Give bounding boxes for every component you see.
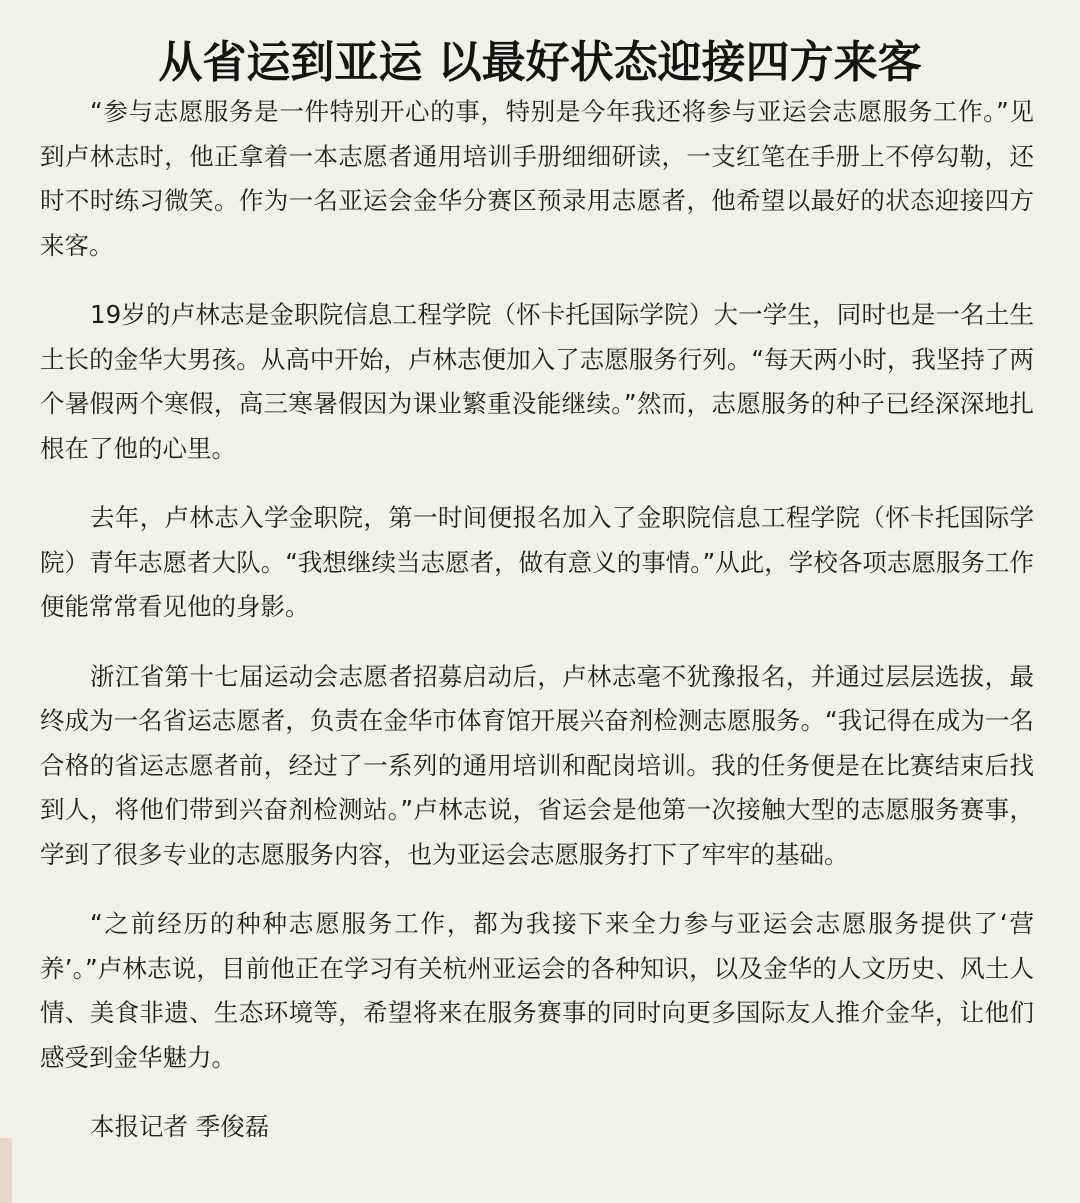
article-paragraph: 去年，卢林志入学金职院，第一时间便报名加入了金职院信息工程学院（怀卡托国际学院）青年志愿者大队。“我想继续当志愿者，做有意义的事情。”从此，学校各项志愿服务工作便能常常看见他的身影。 [40, 503, 1034, 621]
article-body [40, 90, 1034, 1149]
article-paragraph: 19岁的卢林志是金职院信息工程学院（怀卡托国际学院）大一学生，同时也是一名土生土长的金华大男孩。从高中开始，卢林志便加入了志愿服务行列。“每天两小时，我坚持了两个暑假两个寒假，高三寒暑假因为课业繁重没能继续。”然而，志愿服务的种子已经深深地扎根在了他的心里。 [40, 300, 1034, 463]
article-paragraph: 浙江省第十七届运动会志愿者招募启动后，卢林志毫不犹豫报名，并通过层层选拔，最终成为一名省运志愿者，负责在金华市体育馆开展兴奋剂检测志愿服务。“我记得在成为一名合格的省运志愿者前，经过了一系列的通用培训和配岗培训。我的任务便是在比赛结束后找到人，将他们带到兴奋剂检测站。”卢林志说，省运会是他第一次接触大型的志愿服务赛事，学到了很多专业的志愿服务内容，也为亚运会志愿服务打下了牢牢的基础。 [40, 661, 1034, 869]
reporter-byline: 本报记者 季俊磊 [90, 1112, 270, 1141]
article-paragraph: “参与志愿服务是一件特别开心的事，特别是今年我还将参与亚运会志愿服务工作。”见到卢林志时，他正拿着一本志愿者通用培训手册细细研读，一支红笔在手册上不停勾勒，还时不时练习微笑。作为一名亚运会金华分赛区预录用志愿者，他希望以最好的状态迎接四方来客。 [40, 97, 1034, 260]
article-title: 从省运到亚运 以最好状态迎接四方来客 [158, 37, 922, 89]
left-edge-strip [0, 1138, 12, 1203]
article-paragraph: “之前经历的种种志愿服务工作，都为我接下来全力参与亚运会志愿服务提供了‘营养’。”卢林志说，目前他正在学习有关杭州亚运会的各种知识，以及金华的人文历史、风土人情、美食非遗、生态环境等，希望将来在服务赛事的同时向更多国际友人推介金华，让他们感受到金华魅力。 [40, 909, 1034, 1072]
